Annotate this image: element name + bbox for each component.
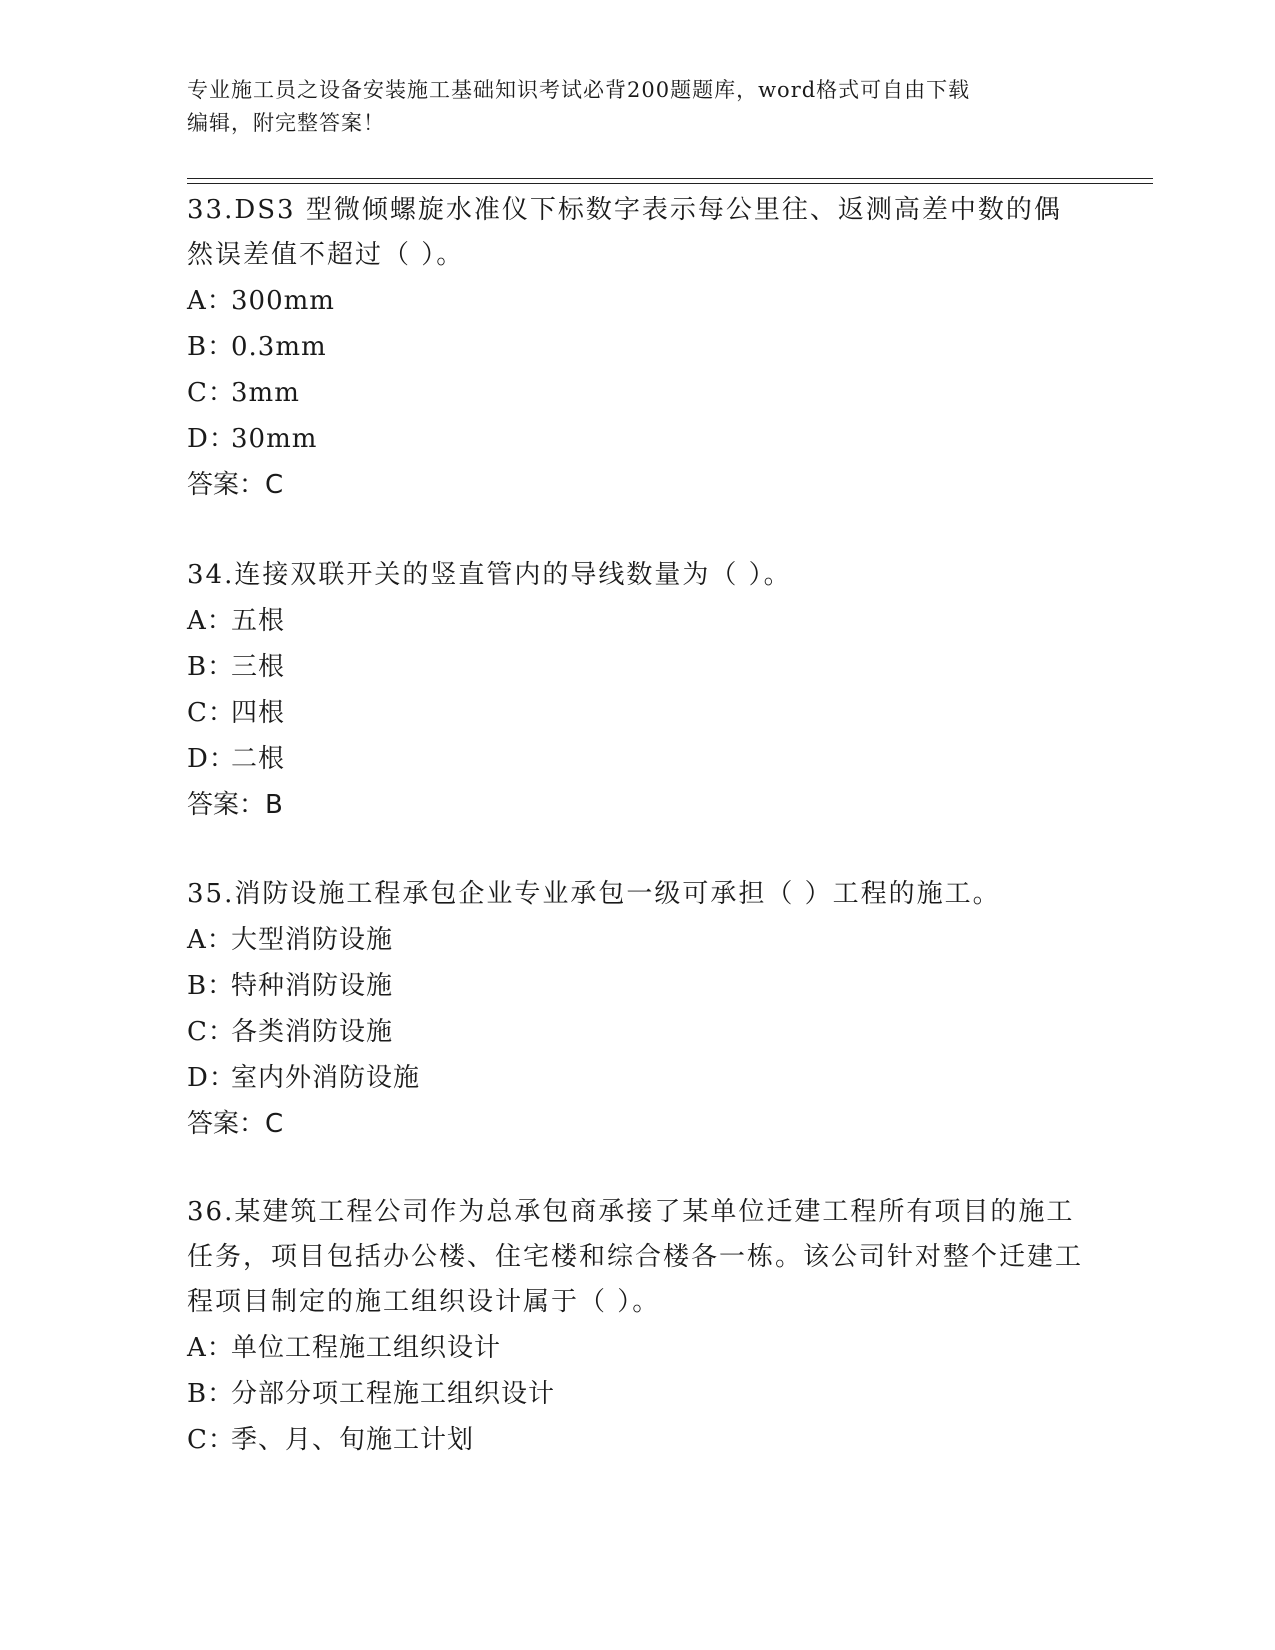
option-key: D： [187,424,236,454]
answer-label: 答案：B [187,790,283,820]
option-key: A： [187,606,234,636]
option-text: 室内外消防设施 [231,1063,421,1093]
option-text: 二根 [231,744,286,774]
option-text: 四根 [231,698,286,728]
question-stem: 35.消防设施工程承包企业专业承包一级可承担（ ）工程的施工。 [187,879,1001,909]
option-b [187,1371,1087,1417]
option-c [187,1417,1087,1463]
option-text: 特种消防设施 [231,971,394,1001]
option-a [187,917,1087,963]
option-b [187,324,1087,370]
option-key: C： [187,698,235,728]
header-divider-top [187,178,1153,179]
option-key: B： [187,971,235,1001]
option-d [187,736,1087,782]
document-header [187,74,1067,140]
question-stem: 36.某建筑工程公司作为总承包商承接了某单位迁建工程所有项目的施工任务，项目包括办公楼、住宅楼和综合楼各一栋。该公司针对整个迁建工程项目制定的施工组织设计属于（ ）。 [187,1197,1084,1317]
option-text: 0.3mm [231,332,327,362]
option-a [187,278,1087,324]
option-d [187,1055,1087,1101]
header-line-1: 专业施工员之设备安装施工基础知识考试必背200题题库，word格式可自由下载 [187,78,971,102]
option-text: 大型消防设施 [231,925,394,955]
option-c [187,690,1087,736]
option-a [187,1325,1087,1371]
option-key: C： [187,1425,235,1455]
question-36 [187,1190,1087,1463]
option-text: 五根 [231,606,286,636]
option-text: 单位工程施工组织设计 [231,1333,502,1363]
option-d [187,416,1087,462]
option-text: 30mm [231,424,318,454]
option-text: 各类消防设施 [231,1017,394,1047]
option-text: 季、月、旬施工计划 [231,1425,475,1455]
option-key: D： [187,1063,236,1093]
question-stem: 33.DS3 型微倾螺旋水准仪下标数字表示每公里往、返测高差中数的偶然误差值不超过（ ）。 [187,195,1062,270]
option-key: B： [187,652,235,682]
option-key: C： [187,1017,235,1047]
question-35 [187,872,1087,1147]
option-key: A： [187,925,234,955]
option-key: B： [187,1379,235,1409]
option-key: A： [187,1333,234,1363]
option-text: 三根 [231,652,286,682]
option-key: A： [187,286,234,316]
option-c [187,370,1087,416]
option-c [187,1009,1087,1055]
question-34 [187,553,1087,828]
question-stem: 34.连接双联开关的竖直管内的导线数量为（ ）。 [187,560,792,590]
answer-label: 答案：C [187,1109,284,1139]
option-key: C： [187,378,235,408]
option-text: 3mm [231,378,300,408]
option-b [187,644,1087,690]
option-key: B： [187,332,235,362]
option-text: 300mm [231,286,335,316]
option-key: D： [187,744,236,774]
option-text: 分部分项工程施工组织设计 [231,1379,556,1409]
option-a [187,598,1087,644]
answer-label: 答案：C [187,470,284,500]
option-b [187,963,1087,1009]
header-line-2: 编辑，附完整答案！ [187,111,385,135]
question-33 [187,188,1087,508]
header-divider-bottom [187,183,1153,184]
